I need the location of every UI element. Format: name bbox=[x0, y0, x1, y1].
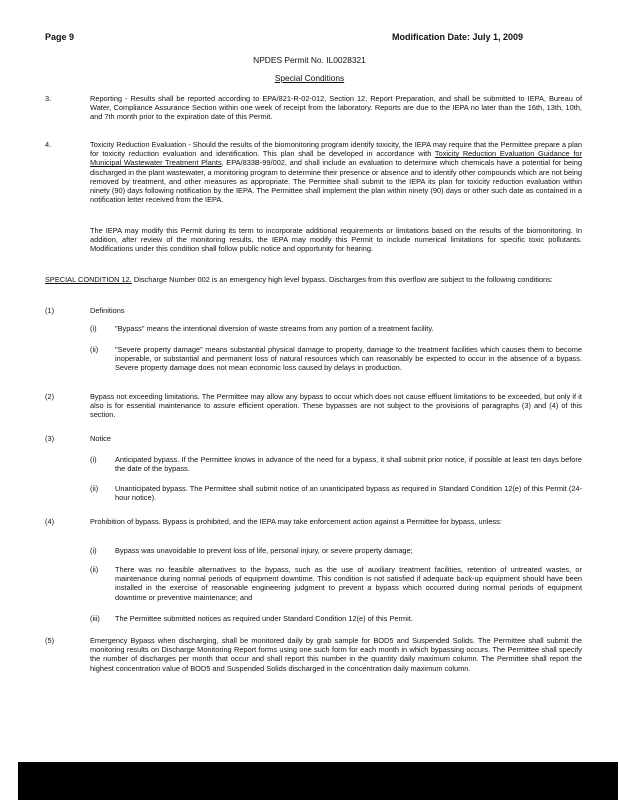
item-4-text-a: Toxicity Reduction Evaluation - Should the results of the biomonitoring program identify toxicity, the IEPA may require that the Permittee prepare a plan for toxicity reduction evaluation and identification. This plan shall be developed in accordance with bbox=[90, 140, 582, 159]
scan-edge-bar bbox=[18, 762, 618, 800]
special-condition-12 bbox=[45, 275, 582, 284]
section-1-title: Definitions bbox=[90, 306, 125, 315]
section-4-i-text: Bypass was unavoidable to prevent loss of life, personal injury, or severe property damage; bbox=[115, 546, 413, 555]
section-1-ii-text: "Severe property damage" means substantial physical damage to property, damage to the treatment facilities which causes them to become inoperable, or substantial and permanent loss of natural resources which can reasonably be expected to occur in the absence of a bypass. Severe property damage does not mean economic loss caused by delays in production. bbox=[115, 345, 582, 373]
section-3-i-text: Anticipated bypass. If the Permittee knows in advance of the need for a bypass, it shall submit prior notice, if possible at least ten days before the date of the bypass. bbox=[115, 455, 582, 474]
item-4-number: 4. bbox=[45, 140, 52, 149]
item-4-paragraph-2: The IEPA may modify this Permit during its term to incorporate additional requirements or limitations based on the results of the biomonitoring. In addition, after review of the monitoring results, the IEPA may modify this Permit to include numerical limitations for specific toxic pollutants. Modifications under this condition shall follow public notice and opportunity for hearing. bbox=[90, 226, 582, 254]
item-4-text-b: , EPA/833B-99/002, and shall include an evaluation to determine which chemicals have a potential for being discharged in the plant wastewater, a monitoring program to determine their presence or absence and to identify other compounds which are not being removed by treatment, and other measures as appropriate. The Permittee shall submit to the IEPA its plan for toxicity reduction evaluation within ninety (90) days following notification by the IEPA. The Permittee shall implement the plan within ninety (90) days or other such date as contained in a notification letter received from the IEPA. bbox=[90, 158, 582, 205]
section-4-number: (4) bbox=[45, 517, 55, 526]
section-4-ii-number: (ii) bbox=[90, 565, 99, 574]
section-3-ii-text: Unanticipated bypass. The Permittee shall submit notice of an unanticipated bypass as required in Standard Condition 12(e) of this Permit (24-hour notice). bbox=[115, 484, 582, 503]
item-3-text: Reporting - Results shall be reported according to EPA/821-R-02-012, Section 12, Report Preparation, and shall be submitted to IEPA, Bureau of Water, Compliance Assurance Section within one week of receipt from the laboratory. Reports are due to the IEPA no later than the 16th, 13th, 10th, and 7th month prior to the expiration date of this Permit. bbox=[90, 94, 582, 122]
page-number: Page 9 bbox=[45, 32, 75, 42]
item-4-paragraph bbox=[90, 140, 582, 204]
modification-date: Modification Date: July 1, 2009 bbox=[392, 32, 524, 42]
section-4-ii-text: There was no feasible alternatives to the bypass, such as the use of auxiliary treatment facilities, retention of untreated wastes, or maintenance during normal periods of equipment downtime. This condition is not satisfied if adequate back-up equipment should have been installed in the exercise of reasonable engineering judgment to prevent a bypass which occurred during normal periods of equipment downtime or preventive maintenance; and bbox=[115, 565, 582, 602]
section-1-i-number: (i) bbox=[90, 324, 97, 333]
section-5-text: Emergency Bypass when discharging, shall be monitored daily by grab sample for BOD5 and Suspended Solids. The Permittee shall submit the monitoring results on Discharge Monitoring Report forms using one such form for each month in which bypassing occurs. The Permittee shall specify the number of discharges per month that occur and shall report this number in the quantity daily maximum column. The Permittee shall report the highest concentration value of BOD5 and Suspended Solids discharged in the concentration daily maximum column. bbox=[90, 636, 582, 673]
special-condition-12-text: Discharge Number 002 is an emergency high level bypass. Discharges from this overflow are subject to the following conditions: bbox=[131, 275, 553, 284]
item-3-number: 3. bbox=[45, 94, 52, 103]
section-2-text: Bypass not exceeding limitations. The Permittee may allow any bypass to occur which does not cause effluent limitations to be exceeded, but only if it also is for essential maintenance to assure efficient operation. These bypasses are not subject to the provisions of paragraphs (3) and (4) of this section. bbox=[90, 392, 582, 420]
section-3-i-number: (i) bbox=[90, 455, 97, 464]
special-condition-12-label: SPECIAL CONDITION 12. bbox=[45, 275, 132, 284]
section-3-number: (3) bbox=[45, 434, 55, 443]
section-1-number: (1) bbox=[45, 306, 55, 315]
section-2-number: (2) bbox=[45, 392, 55, 401]
section-1-ii-number: (ii) bbox=[90, 345, 99, 354]
item-4-guidance-link: Toxicity Reduction Evaluation Guidance for Municipal Wastewater Treatment Plants bbox=[90, 149, 582, 168]
section-4-text: Prohibition of bypass. Bypass is prohibited, and the IEPA may take enforcement action against a Permittee for bypass, unless: bbox=[90, 517, 502, 526]
section-3-title: Notice bbox=[90, 434, 111, 443]
section-title: Special Conditions bbox=[274, 73, 345, 83]
section-4-iii-text: The Permittee submitted notices as required under Standard Condition 12(e) of this Permit. bbox=[115, 614, 413, 623]
section-4-iii-number: (iii) bbox=[90, 614, 100, 623]
section-1-i-text: "Bypass" means the intentional diversion of waste streams from any portion of a treatment facility. bbox=[115, 324, 434, 333]
section-5-number: (5) bbox=[45, 636, 55, 645]
section-3-ii-number: (ii) bbox=[90, 484, 99, 493]
permit-number: NPDES Permit No. IL0028321 bbox=[253, 55, 366, 65]
section-4-i-number: (i) bbox=[90, 546, 97, 555]
